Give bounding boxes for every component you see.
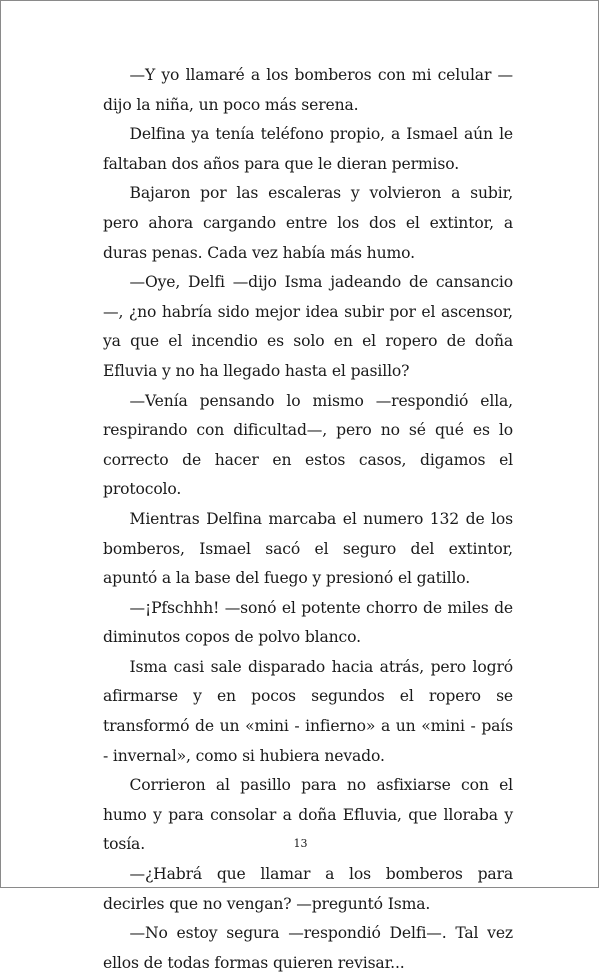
paragraph: —¡Pfschhh! —sonó el potente chorro de miles de diminutos copos de polvo blanco. xyxy=(103,598,513,647)
paragraph: Corrieron al pasillo para no asfixiarse con el humo y para consolar a doña Efluvia, que lloraba y tosía. xyxy=(103,776,513,854)
page-number: 13 xyxy=(293,837,308,850)
paragraph: Delfina ya tenía teléfono propio, a Ismael aún le faltaban dos años para que le dieran permiso. xyxy=(103,125,513,173)
paragraph: —Oye, Delfi —dijo Isma jadeando de cansancio—, ¿no habría sido mejor idea subir por el ascensor, ya que el incendio es solo en el ropero de doña Efluvia y no ha llegado hasta el pasillo? xyxy=(103,273,513,380)
paragraph: —¿Habrá que llamar a los bomberos para decirles que no vengan? —preguntó Isma. xyxy=(103,865,513,913)
paragraph: Isma casi sale disparado hacia atrás, pero logró afirmarse y en pocos segundos el ropero se transformó de un «mini - infierno» a un «mini - país - invernal», como si hubiera nevado. xyxy=(103,657,513,765)
paragraph: Mientras Delfina marcaba el numero 132 de los bomberos, Ismael sacó el seguro del extintor, apuntó a la base del fuego y presionó el gatillo. xyxy=(103,509,513,588)
paragraph: Bajaron por las escaleras y volvieron a subir, pero ahora cargando entre los dos el extintor, a duras penas. Cada vez había más humo. xyxy=(103,184,513,262)
paragraph: —Y yo llamaré a los bomberos con mi celular —dijo la niña, un poco más serena. xyxy=(103,66,513,114)
paragraph: —Venía pensando lo mismo —respondió ella, respirando con dificultad—, pero no sé qué es lo correcto de hacer en estos casos, digamos el protocolo. xyxy=(103,391,513,499)
paragraph: —No estoy segura —respondió Delfi—. Tal vez ellos de todas formas quieren revisar... xyxy=(103,924,513,972)
